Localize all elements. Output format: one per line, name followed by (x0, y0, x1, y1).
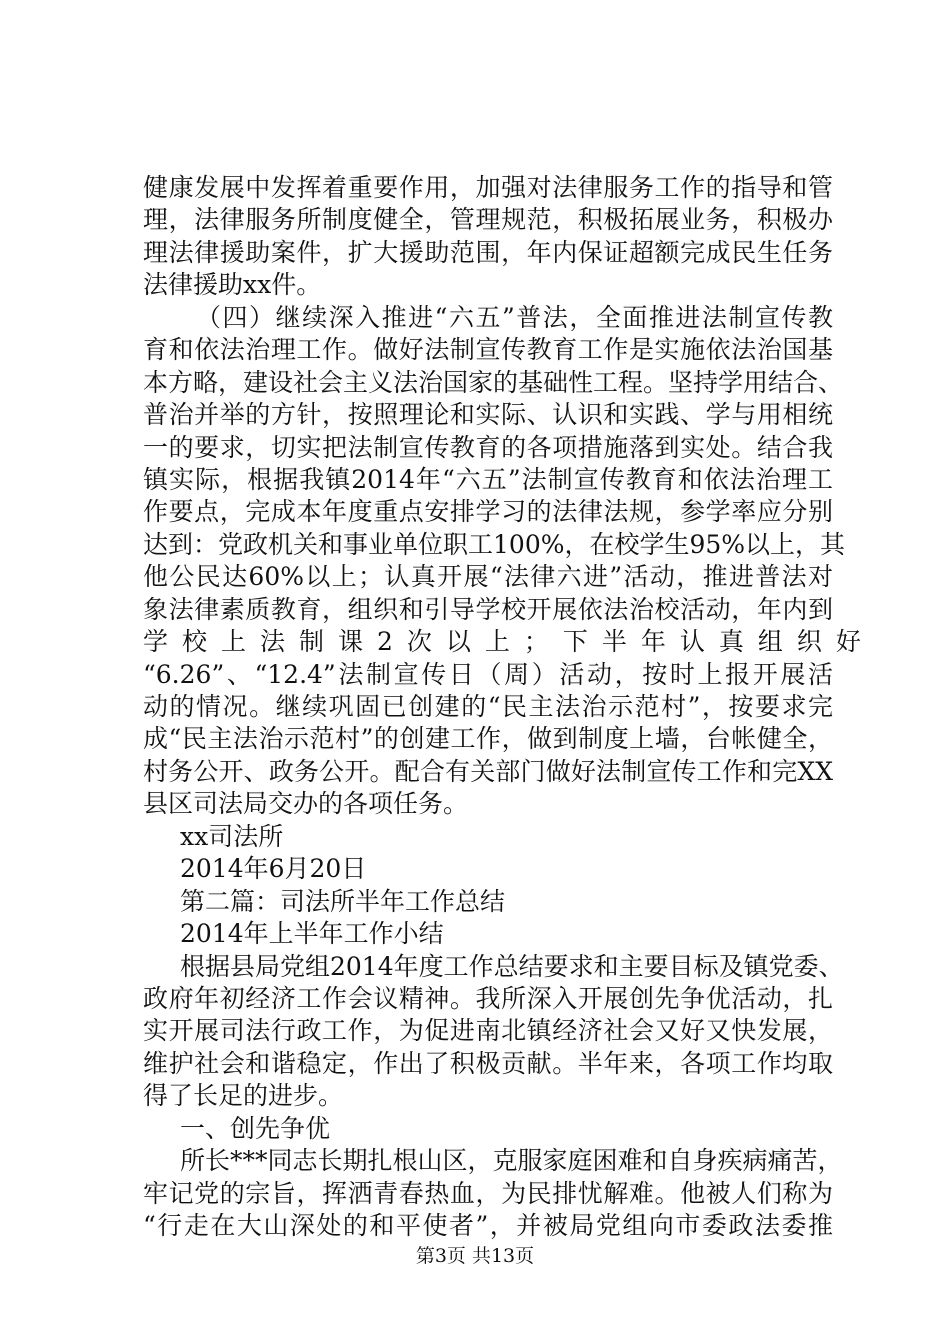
text-line: 他公民达60%以上；认真开展“法律六进”活动，推进普法对 (143, 562, 833, 591)
text-line: （四）继续深入推进“六五”普法，全面推进法制宣传教 (196, 303, 833, 332)
text-line: 牢记党的宗旨，挥洒青春热血，为民排忧解难。他被人们称为 (143, 1179, 833, 1208)
text-line: 法律援助xx件。 (143, 270, 322, 299)
text-line: 成“民主法治示范村”的创建工作，做到制度上墙，台帐健全， (143, 724, 833, 753)
sub-title: 2014年上半年工作小结 (180, 919, 444, 948)
heading: 一、创先争优 (180, 1114, 331, 1143)
text-line: 作要点，完成本年度重点安排学习的法律法规，参学率应分别 (143, 497, 833, 526)
text-line: 镇实际，根据我镇2014年“六五”法制宣传教育和依法治理工 (143, 465, 833, 494)
text-line: 理法律援助案件，扩大援助范围，年内保证超额完成民生任务 (143, 238, 833, 267)
text-line: 健康发展中发挥着重要作用，加强对法律服务工作的指导和管 (143, 173, 833, 202)
text-line: 理，法律服务所制度健全，管理规范，积极拓展业务，积极办 (143, 205, 833, 234)
text-line: “行走在大山深处的和平使者”，并被局党组向市委政法委推 (143, 1211, 833, 1240)
text-line: “6.26”、“12.4”法制宣传日（周）活动，按时上报开展活 (143, 660, 833, 689)
text-line: 普治并举的方针，按照理论和实际、认识和实践、学与用相统 (143, 400, 833, 429)
text-line: 所长***同志长期扎根山区，克服家庭困难和自身疾病痛苦， (180, 1146, 843, 1175)
page-footer: 第3页 共13页 (415, 1245, 535, 1267)
text-line: 村务公开、政务公开。配合有关部门做好法制宣传工作和完XX (143, 757, 833, 786)
section-title: 第二篇：司法所半年工作总结 (180, 887, 506, 916)
text-line: 动的情况。继续巩固已创建的“民主法治示范村”，按要求完 (143, 692, 833, 721)
text-line: 实开展司法行政工作，为促进南北镇经济社会又好又快发展， (143, 1016, 833, 1045)
text-line: 本方略，建设社会主义法治国家的基础性工程。坚持学用结合、 (143, 368, 844, 397)
text-line: 象法律素质教育，组织和引导学校开展依法治校活动，年内到 (143, 595, 833, 624)
text-line: 学校上法制课2次以上；下半年认真组织好 (143, 627, 875, 656)
text-line: 政府年初经济工作会议精神。我所深入开展创先争优活动，扎 (143, 984, 833, 1013)
text-line: 达到：党政机关和事业单位职工100%，在校学生95%以上，其 (143, 530, 846, 559)
text-line: 得了长足的进步。 (143, 1081, 344, 1110)
text-line: 县区司法局交办的各项任务。 (143, 789, 469, 818)
signature-date: 2014年6月20日 (180, 854, 367, 883)
text-line: 育和依法治理工作。做好法制宣传教育工作是实施依法治国基 (143, 335, 833, 364)
text-line: 根据县局党组2014年度工作总结要求和主要目标及镇党委、 (180, 952, 844, 981)
text-line: 维护社会和谐稳定，作出了积极贡献。半年来，各项工作均取 (143, 1049, 833, 1078)
text-line: 一的要求，切实把法制宣传教育的各项措施落到实处。结合我 (143, 433, 833, 462)
signature-org: xx司法所 (180, 822, 284, 851)
